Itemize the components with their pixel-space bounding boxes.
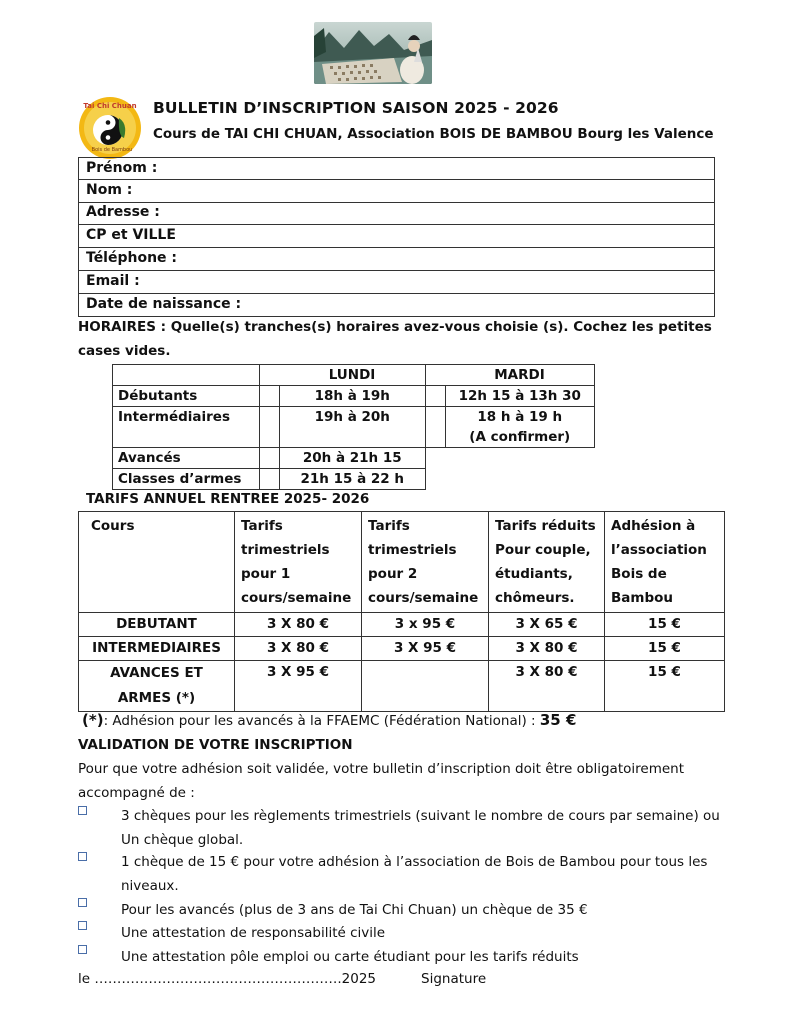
checkbox-responsabilite-civile[interactable] bbox=[78, 921, 87, 930]
field-adresse[interactable] bbox=[78, 202, 715, 225]
header-line: pour 2 bbox=[368, 566, 418, 582]
validation-intro-line1: Pour que votre adhésion soit validée, votre bulletin d’inscription doit être obligatoirement bbox=[78, 761, 684, 777]
field-label: CP et VILLE bbox=[86, 227, 176, 243]
table-cell bbox=[426, 365, 446, 386]
price-cell: 3 x 95 € bbox=[362, 613, 489, 637]
checkbox-cheque-avances[interactable] bbox=[78, 898, 87, 907]
cours-name bbox=[79, 661, 235, 712]
field-telephone[interactable] bbox=[78, 248, 715, 271]
cours-name: INTERMEDIAIRES bbox=[79, 637, 235, 661]
price-cell: 15 € bbox=[605, 661, 725, 712]
level-label: Avancés bbox=[113, 448, 260, 469]
svg-text:Tai Chi Chuan: Tai Chi Chuan bbox=[83, 102, 137, 110]
header-line: Tarifs bbox=[241, 518, 283, 534]
tarifs-footnote bbox=[82, 711, 576, 729]
list-item: Une attestation pôle emploi ou carte étudiant pour les tarifs réduits bbox=[121, 949, 579, 965]
header-line: Tarifs réduits bbox=[495, 518, 596, 534]
footnote-mark: (*) bbox=[82, 711, 104, 729]
table-cell bbox=[445, 448, 595, 469]
field-date-naissance[interactable] bbox=[78, 294, 715, 317]
header-tarif-2 bbox=[362, 512, 489, 613]
header-line: Cours bbox=[91, 518, 135, 534]
price-cell: 3 X 80 € bbox=[489, 661, 605, 712]
header-adhesion bbox=[605, 512, 725, 613]
footnote-amount: 35 € bbox=[539, 711, 577, 729]
price-cell: 3 X 95 € bbox=[362, 637, 489, 661]
date-line[interactable]: le ……………………………………………….2025 bbox=[78, 971, 376, 987]
time-slot: 12h 15 à 13h 30 bbox=[445, 386, 595, 407]
cours-line: ARMES (*) bbox=[117, 690, 196, 706]
header-line: trimestriels bbox=[368, 542, 457, 558]
time-slot bbox=[445, 407, 595, 448]
table-cell bbox=[445, 469, 595, 490]
cours-line: AVANCES ET bbox=[110, 665, 203, 681]
checkbox-mardi-debutants[interactable] bbox=[426, 386, 446, 407]
checkbox-lundi-avances[interactable] bbox=[260, 448, 280, 469]
field-prenom[interactable] bbox=[78, 157, 715, 180]
validation-intro-line2: accompagné de : bbox=[78, 785, 195, 801]
field-cp-ville[interactable] bbox=[78, 225, 715, 248]
price-cell: 15 € bbox=[605, 613, 725, 637]
price-cell: 3 X 65 € bbox=[489, 613, 605, 637]
price-cell: 3 X 80 € bbox=[235, 637, 362, 661]
price-cell bbox=[362, 661, 489, 712]
price-cell: 3 X 80 € bbox=[235, 613, 362, 637]
time-slot-note: (A confirmer) bbox=[469, 429, 571, 445]
horaires-intro-line1: HORAIRES : Quelle(s) tranches(s) horaires avez-vous choisie (s). Cochez les petites bbox=[78, 319, 712, 335]
tarifs-heading: TARIFS ANNUEL RENTREE 2025- 2026 bbox=[86, 491, 370, 507]
checkbox-attestation-reduit[interactable] bbox=[78, 945, 87, 954]
level-label: Classes d’armes bbox=[113, 469, 260, 490]
field-label: Email : bbox=[86, 273, 140, 289]
header-line: l’association bbox=[611, 542, 707, 558]
header-line: Pour couple, bbox=[495, 542, 591, 558]
time-slot: 21h 15 à 22 h bbox=[279, 469, 426, 490]
header-line: Tarifs bbox=[368, 518, 410, 534]
header-line: cours/semaine bbox=[368, 590, 479, 606]
footnote-text: : Adhésion pour les avancés à la FFAEMC (Fédération National) : bbox=[103, 713, 540, 729]
price-cell: 3 X 95 € bbox=[235, 661, 362, 712]
time-slot: 18h à 19h bbox=[279, 386, 426, 407]
list-item: Une attestation de responsabilité civile bbox=[121, 925, 386, 941]
table-cell bbox=[260, 365, 280, 386]
checkbox-lundi-intermediaires[interactable] bbox=[260, 407, 280, 448]
list-item: 1 chèque de 15 € pour votre adhésion à l’association de Bois de Bambou pour tous les bbox=[121, 854, 708, 870]
validation-heading: VALIDATION DE VOTRE INSCRIPTION bbox=[78, 737, 353, 753]
field-email[interactable] bbox=[78, 271, 715, 294]
schedule-table bbox=[112, 364, 595, 490]
header-cours bbox=[79, 512, 235, 613]
time-slot-text: 18 h à 19 h bbox=[477, 409, 563, 425]
header-line: chômeurs. bbox=[495, 590, 575, 606]
association-logo bbox=[78, 96, 142, 160]
price-cell: 3 X 80 € bbox=[489, 637, 605, 661]
checkbox-cheque-adhesion[interactable] bbox=[78, 852, 87, 861]
field-label: Adresse : bbox=[86, 204, 160, 220]
field-nom[interactable] bbox=[78, 180, 715, 203]
list-item: 3 chèques pour les règlements trimestriels (suivant le nombre de cours par semaine) ou bbox=[121, 808, 720, 824]
checkbox-lundi-armes[interactable] bbox=[260, 469, 280, 490]
header-line: trimestriels bbox=[241, 542, 330, 558]
table-cell bbox=[426, 469, 446, 490]
table-row bbox=[113, 365, 595, 386]
list-item: Pour les avancés (plus de 3 ans de Tai Chi Chuan) un chèque de 35 € bbox=[121, 902, 588, 918]
level-label: Débutants bbox=[113, 386, 260, 407]
table-row bbox=[79, 637, 725, 661]
day-header-mardi: MARDI bbox=[445, 365, 595, 386]
table-row bbox=[79, 613, 725, 637]
level-label: Intermédiaires bbox=[113, 407, 260, 448]
page-subtitle: Cours de TAI CHI CHUAN, Association BOIS DE BAMBOU Bourg les Valence bbox=[153, 126, 714, 142]
checkbox-lundi-debutants[interactable] bbox=[260, 386, 280, 407]
horaires-intro-line2: cases vides. bbox=[78, 343, 171, 359]
field-label: Prénom : bbox=[86, 160, 158, 176]
signature-label: Signature bbox=[421, 971, 487, 987]
header-line: pour 1 bbox=[241, 566, 291, 582]
header-illustration bbox=[314, 22, 432, 84]
table-row bbox=[113, 407, 595, 448]
header-line: Bambou bbox=[611, 590, 674, 606]
header-tarif-1 bbox=[235, 512, 362, 613]
table-row bbox=[113, 386, 595, 407]
table-row bbox=[113, 448, 595, 469]
field-label: Nom : bbox=[86, 182, 133, 198]
table-cell bbox=[113, 365, 260, 386]
table-row bbox=[113, 469, 595, 490]
table-row bbox=[79, 512, 725, 613]
list-item: niveaux. bbox=[121, 878, 179, 894]
time-slot: 20h à 21h 15 bbox=[279, 448, 426, 469]
day-header-lundi: LUNDI bbox=[279, 365, 426, 386]
header-line: Adhésion à bbox=[611, 518, 696, 534]
cours-name: DEBUTANT bbox=[79, 613, 235, 637]
price-cell: 15 € bbox=[605, 637, 725, 661]
page-title: BULLETIN D’INSCRIPTION SAISON 2025 - 2026 bbox=[153, 99, 559, 117]
header-line: cours/semaine bbox=[241, 590, 352, 606]
tarifs-table bbox=[78, 511, 725, 712]
field-label: Téléphone : bbox=[86, 250, 178, 266]
table-cell bbox=[426, 448, 446, 469]
field-label: Date de naissance : bbox=[86, 296, 242, 312]
header-line: étudiants, bbox=[495, 566, 573, 582]
svg-text:Bois de Bambou: Bois de Bambou bbox=[91, 147, 133, 153]
list-item: Un chèque global. bbox=[121, 832, 244, 848]
table-row bbox=[79, 661, 725, 712]
checkbox-cheques-trimestriels[interactable] bbox=[78, 806, 87, 815]
checkbox-mardi-intermediaires[interactable] bbox=[426, 407, 446, 448]
header-line: Bois de bbox=[611, 566, 667, 582]
header-tarif-reduit bbox=[489, 512, 605, 613]
time-slot: 19h à 20h bbox=[279, 407, 426, 448]
